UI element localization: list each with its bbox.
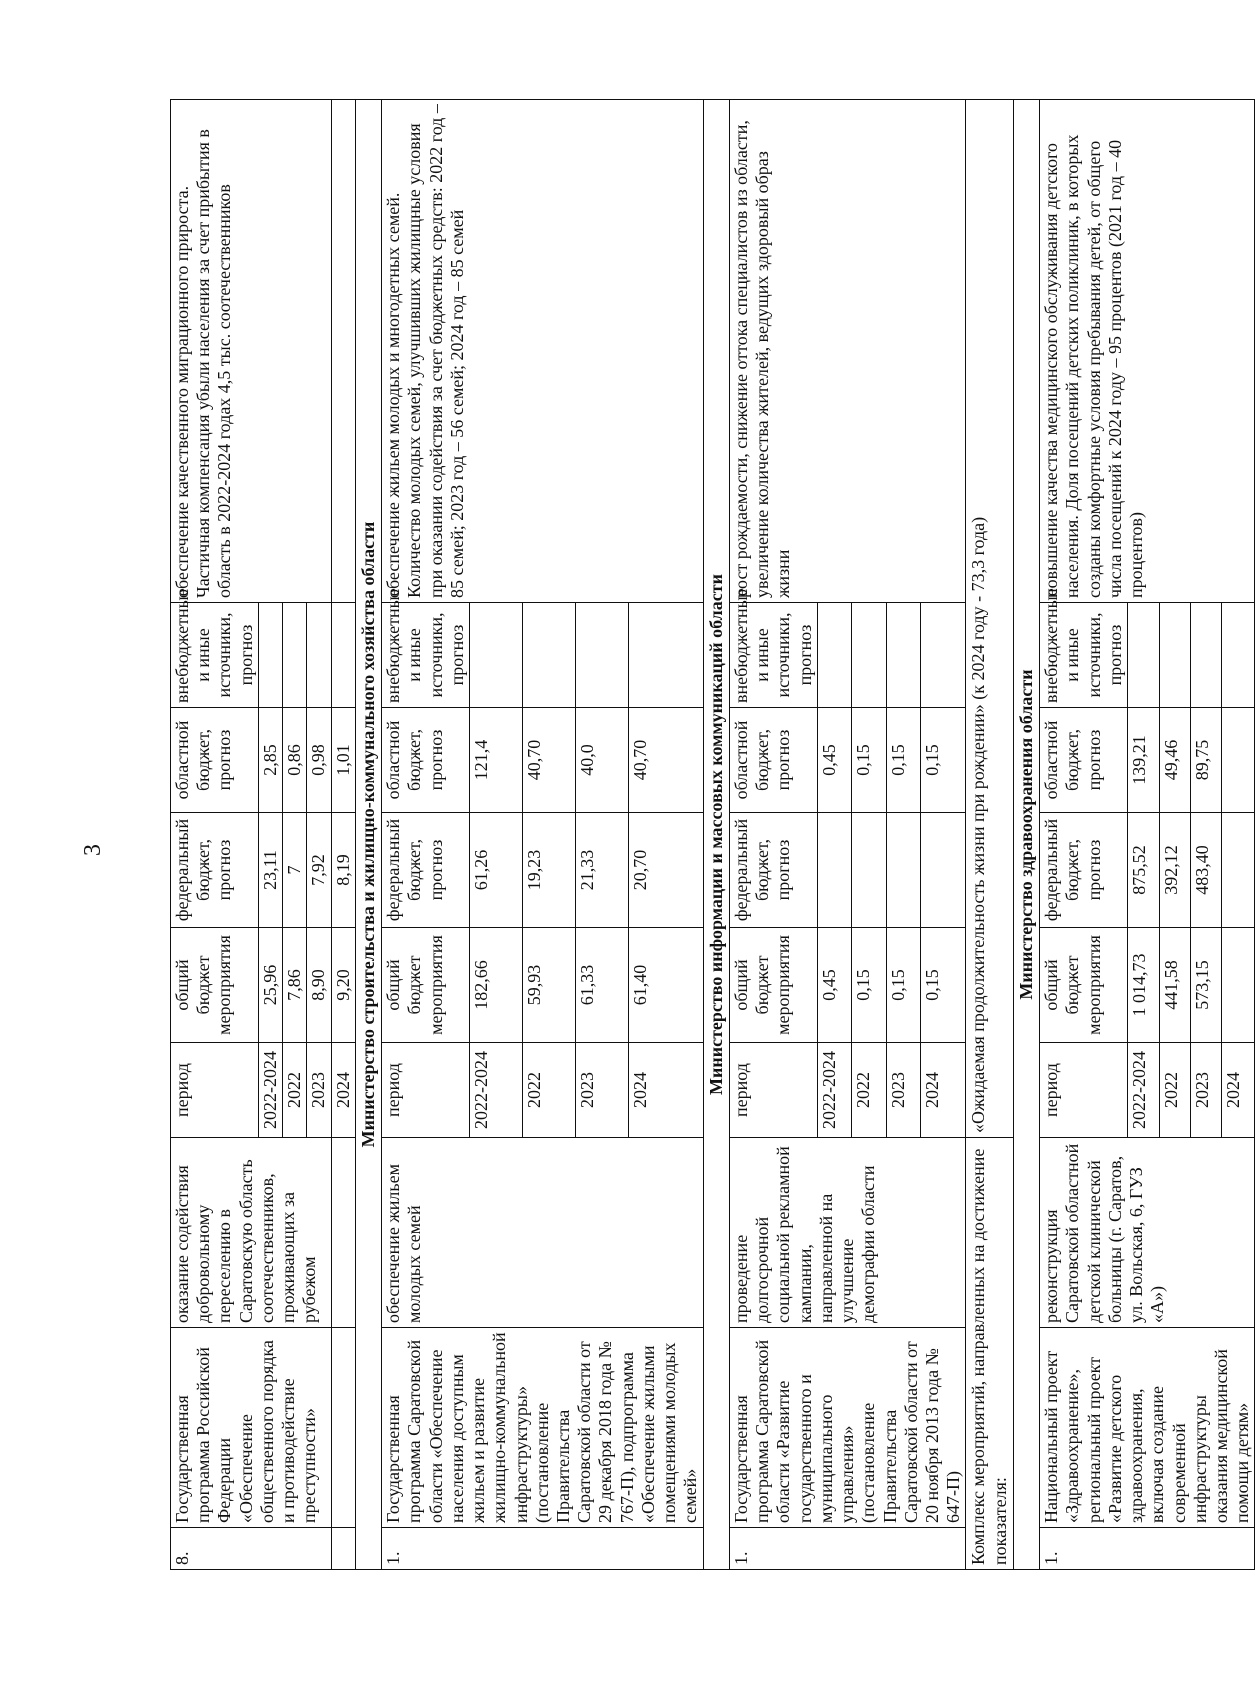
period-value: 2024: [628, 1043, 703, 1138]
total-value: 61,33: [575, 928, 628, 1043]
result-cell: повышение качества медицинского обслуживания детского населения. Доля посещений детских поликлиник, в которых созданы комфортные условия пребывания детей, от общего числа посещений к 2024 году – 95 процентов (2021 год – 40 процентов): [1040, 100, 1255, 603]
complex-label: Комплекс мероприятий, направленных на достижение показателя:: [966, 1138, 1013, 1570]
federal-value: 61,26: [470, 813, 523, 928]
measure-cell: обеспечение жильем молодых семей: [382, 1138, 704, 1328]
result-cell: обеспечение качественного миграционного прироста. Частичная компенсация убыли населения за счет прибытия в область в 2022-2024 годах 4,5 тыс. соотечественников: [171, 100, 332, 603]
total-value: 1 014,73: [1128, 928, 1159, 1043]
regional-value: 40,70: [628, 708, 703, 813]
total-value: 8,90: [307, 928, 331, 1043]
period-value: 2022-2024: [258, 1043, 282, 1138]
regional-value: 1,01: [331, 708, 355, 813]
total-value: 25,96: [258, 928, 282, 1043]
regional-value: 40,70: [522, 708, 575, 813]
total-value: 573,15: [1191, 928, 1222, 1043]
period-value: 2024: [1222, 1043, 1255, 1138]
regional-header: областной бюджет, прогноз: [382, 708, 470, 813]
period-value: 2022: [852, 1043, 887, 1138]
regional-value: [1222, 708, 1255, 813]
other-value: [817, 603, 852, 708]
row-num: 1.: [382, 1528, 704, 1570]
total-value: 0,15: [852, 928, 887, 1043]
federal-value: [852, 813, 887, 928]
period-value: 2024: [331, 1043, 355, 1138]
federal-header: федеральный бюджет, прогноз: [382, 813, 470, 928]
section-title: Министерство здравоохранения области: [1013, 100, 1039, 1570]
federal-header: федеральный бюджет, прогноз: [171, 813, 259, 928]
regional-value: 2,85: [258, 708, 282, 813]
other-value: [628, 603, 703, 708]
regional-value: 89,75: [1191, 708, 1222, 813]
period-value: 2022: [522, 1043, 575, 1138]
total-value: 182,66: [470, 928, 523, 1043]
total-header: общий бюджет мероприятия: [729, 928, 817, 1043]
measure-cell: проведение долгосрочной социальной рекламной кампании, направленной на улучшение демографии области: [729, 1138, 966, 1328]
federal-value: 23,11: [258, 813, 282, 928]
other-value: [1128, 603, 1159, 708]
row-num-empty: [331, 1528, 355, 1570]
federal-value: 20,70: [628, 813, 703, 928]
program-empty: [331, 1328, 355, 1528]
other-value: [470, 603, 523, 708]
other-value: [1191, 603, 1222, 708]
total-value: 9,20: [331, 928, 355, 1043]
period-header: период: [382, 1043, 470, 1138]
regional-value: 0,45: [817, 708, 852, 813]
period-value: 2022-2024: [470, 1043, 523, 1138]
budget-table: [170, 99, 1255, 1570]
federal-value: [1222, 813, 1255, 928]
period-value: 2022-2024: [817, 1043, 852, 1138]
federal-value: [921, 813, 966, 928]
program-cell: Государственная программа Саратовской области «Развитие государственного и муниципального управления» (постановление Правительства Саратовской области от 20 ноября 2013 года № 647-П): [729, 1328, 966, 1528]
row-num: 1.: [1040, 1528, 1255, 1570]
total-value: 61,40: [628, 928, 703, 1043]
total-value: 0,15: [886, 928, 921, 1043]
period-header: период: [729, 1043, 817, 1138]
measure-cell: реконструкция Саратовской областной детской клинической больницы (г. Саратов, ул. Вольская, 6, ГУЗ «А»): [1040, 1138, 1255, 1328]
federal-value: 8,19: [331, 813, 355, 928]
other-header: внебюджетные и иные источники, прогноз: [171, 603, 259, 708]
regional-value: 121,4: [470, 708, 523, 813]
regional-header: областной бюджет, прогноз: [1040, 708, 1128, 813]
total-value: 0,45: [817, 928, 852, 1043]
measure-empty: [331, 1138, 355, 1328]
section-title: Министерство строительства и жилищно-коммунального хозяйства области: [355, 100, 381, 1570]
other-value: [886, 603, 921, 708]
other-value: [283, 603, 307, 708]
regional-value: 0,15: [886, 708, 921, 813]
federal-header: федеральный бюджет, прогноз: [729, 813, 817, 928]
health-row-first: [1040, 100, 1128, 1570]
other-header: внебюджетные и иные источники, прогноз: [382, 603, 470, 708]
period-value: 2023: [1191, 1043, 1222, 1138]
federal-value: 21,33: [575, 813, 628, 928]
result-cell: обеспечение жильем молодых и многодетных семей. Количество молодых семей, улучшивших жилищные условия при оказании содействия за счет бюджетных средств: 2022 год – 85 семей; 2023 год – 56 семей; 2024 год – 85 семей: [382, 100, 704, 603]
other-header: внебюджетные и иные источники, прогноз: [729, 603, 817, 708]
total-value: 441,58: [1159, 928, 1190, 1043]
regional-header: областной бюджет, прогноз: [171, 708, 259, 813]
other-value: [575, 603, 628, 708]
period-value: 2023: [307, 1043, 331, 1138]
regional-value: 0,15: [852, 708, 887, 813]
other-value: [921, 603, 966, 708]
row-num: 8.: [171, 1528, 332, 1570]
other-value: [331, 603, 355, 708]
page-number: 3: [80, 844, 106, 856]
row-8-p3: [331, 100, 355, 1570]
federal-value: 7,92: [307, 813, 331, 928]
federal-value: 392,12: [1159, 813, 1190, 928]
regional-header: областной бюджет, прогноз: [729, 708, 817, 813]
other-value: [307, 603, 331, 708]
info-row-first: [729, 100, 817, 1570]
federal-value: 7: [283, 813, 307, 928]
total-header: общий бюджет мероприятия: [171, 928, 259, 1043]
period-value: 2022: [283, 1043, 307, 1138]
row-num: 1.: [729, 1528, 966, 1570]
period-value: 2023: [886, 1043, 921, 1138]
section-header-construction: [355, 100, 381, 1570]
other-value: [522, 603, 575, 708]
row-8-first: [171, 100, 259, 1570]
result-cell: рост рождаемости, снижение оттока специалистов из области, увеличение количества жителей, ведущих здоровый образ жизни: [729, 100, 966, 603]
federal-value: [817, 813, 852, 928]
period-header: период: [1040, 1043, 1128, 1138]
period-value: 2022: [1159, 1043, 1190, 1138]
other-header: внебюджетные и иные источники, прогноз: [1040, 603, 1128, 708]
federal-value: 19,23: [522, 813, 575, 928]
other-value: [1222, 603, 1255, 708]
total-value: 0,15: [921, 928, 966, 1043]
regional-value: 0,15: [921, 708, 966, 813]
program-cell: Государственная программа Российской Федерации «Обеспечение общественного порядка и противодействие преступности»: [171, 1328, 332, 1528]
period-value: 2024: [921, 1043, 966, 1138]
period-value: 2023: [575, 1043, 628, 1138]
program-cell: Государственная программа Саратовской области «Обеспечение населения доступным жильем и развитие жилищно-коммунальной инфраструктуры» (постановление Правительства Саратовской области от 29 декабря 2018 года № 767-П), подпрограмма «Обеспечение жилыми помещениями молодых семей»: [382, 1328, 704, 1528]
regional-value: 49,46: [1159, 708, 1190, 813]
complex-row: [966, 100, 1013, 1570]
total-value: [1222, 928, 1255, 1043]
regional-value: 139,21: [1128, 708, 1159, 813]
rotated-table-container: [170, 100, 1253, 1570]
total-header: общий бюджет мероприятия: [1040, 928, 1128, 1043]
federal-value: 875,52: [1128, 813, 1159, 928]
section-title: Министерство информации и массовых коммуникаций области: [703, 100, 729, 1570]
period-header: период: [171, 1043, 259, 1138]
regional-value: 40,0: [575, 708, 628, 813]
measure-cell: оказание содействия добровольному переселению в Саратовскую область соотечественников, проживающих за рубежом: [171, 1138, 332, 1328]
period-value: 2022-2024: [1128, 1043, 1159, 1138]
section-header-health: [1013, 100, 1039, 1570]
program-cell: Национальный проект «Здравоохранение», региональный проект «Развитие детского здравоохранения, включая создание современной инфраструктуры оказания медицинской помощи детям»: [1040, 1328, 1255, 1528]
complex-indicator: «Ожидаемая продолжительность жизни при рождении» (к 2024 году - 73,3 года): [966, 100, 1013, 1138]
construction-row-first: [382, 100, 470, 1570]
federal-header: федеральный бюджет, прогноз: [1040, 813, 1128, 928]
other-value: [1159, 603, 1190, 708]
federal-value: 483,40: [1191, 813, 1222, 928]
total-header: общий бюджет мероприятия: [382, 928, 470, 1043]
other-value: [852, 603, 887, 708]
federal-value: [886, 813, 921, 928]
other-value: [258, 603, 282, 708]
total-value: 59,93: [522, 928, 575, 1043]
section-header-info: [703, 100, 729, 1570]
total-value: 7,86: [283, 928, 307, 1043]
regional-value: 0,98: [307, 708, 331, 813]
result-empty: [331, 100, 355, 603]
regional-value: 0,86: [283, 708, 307, 813]
